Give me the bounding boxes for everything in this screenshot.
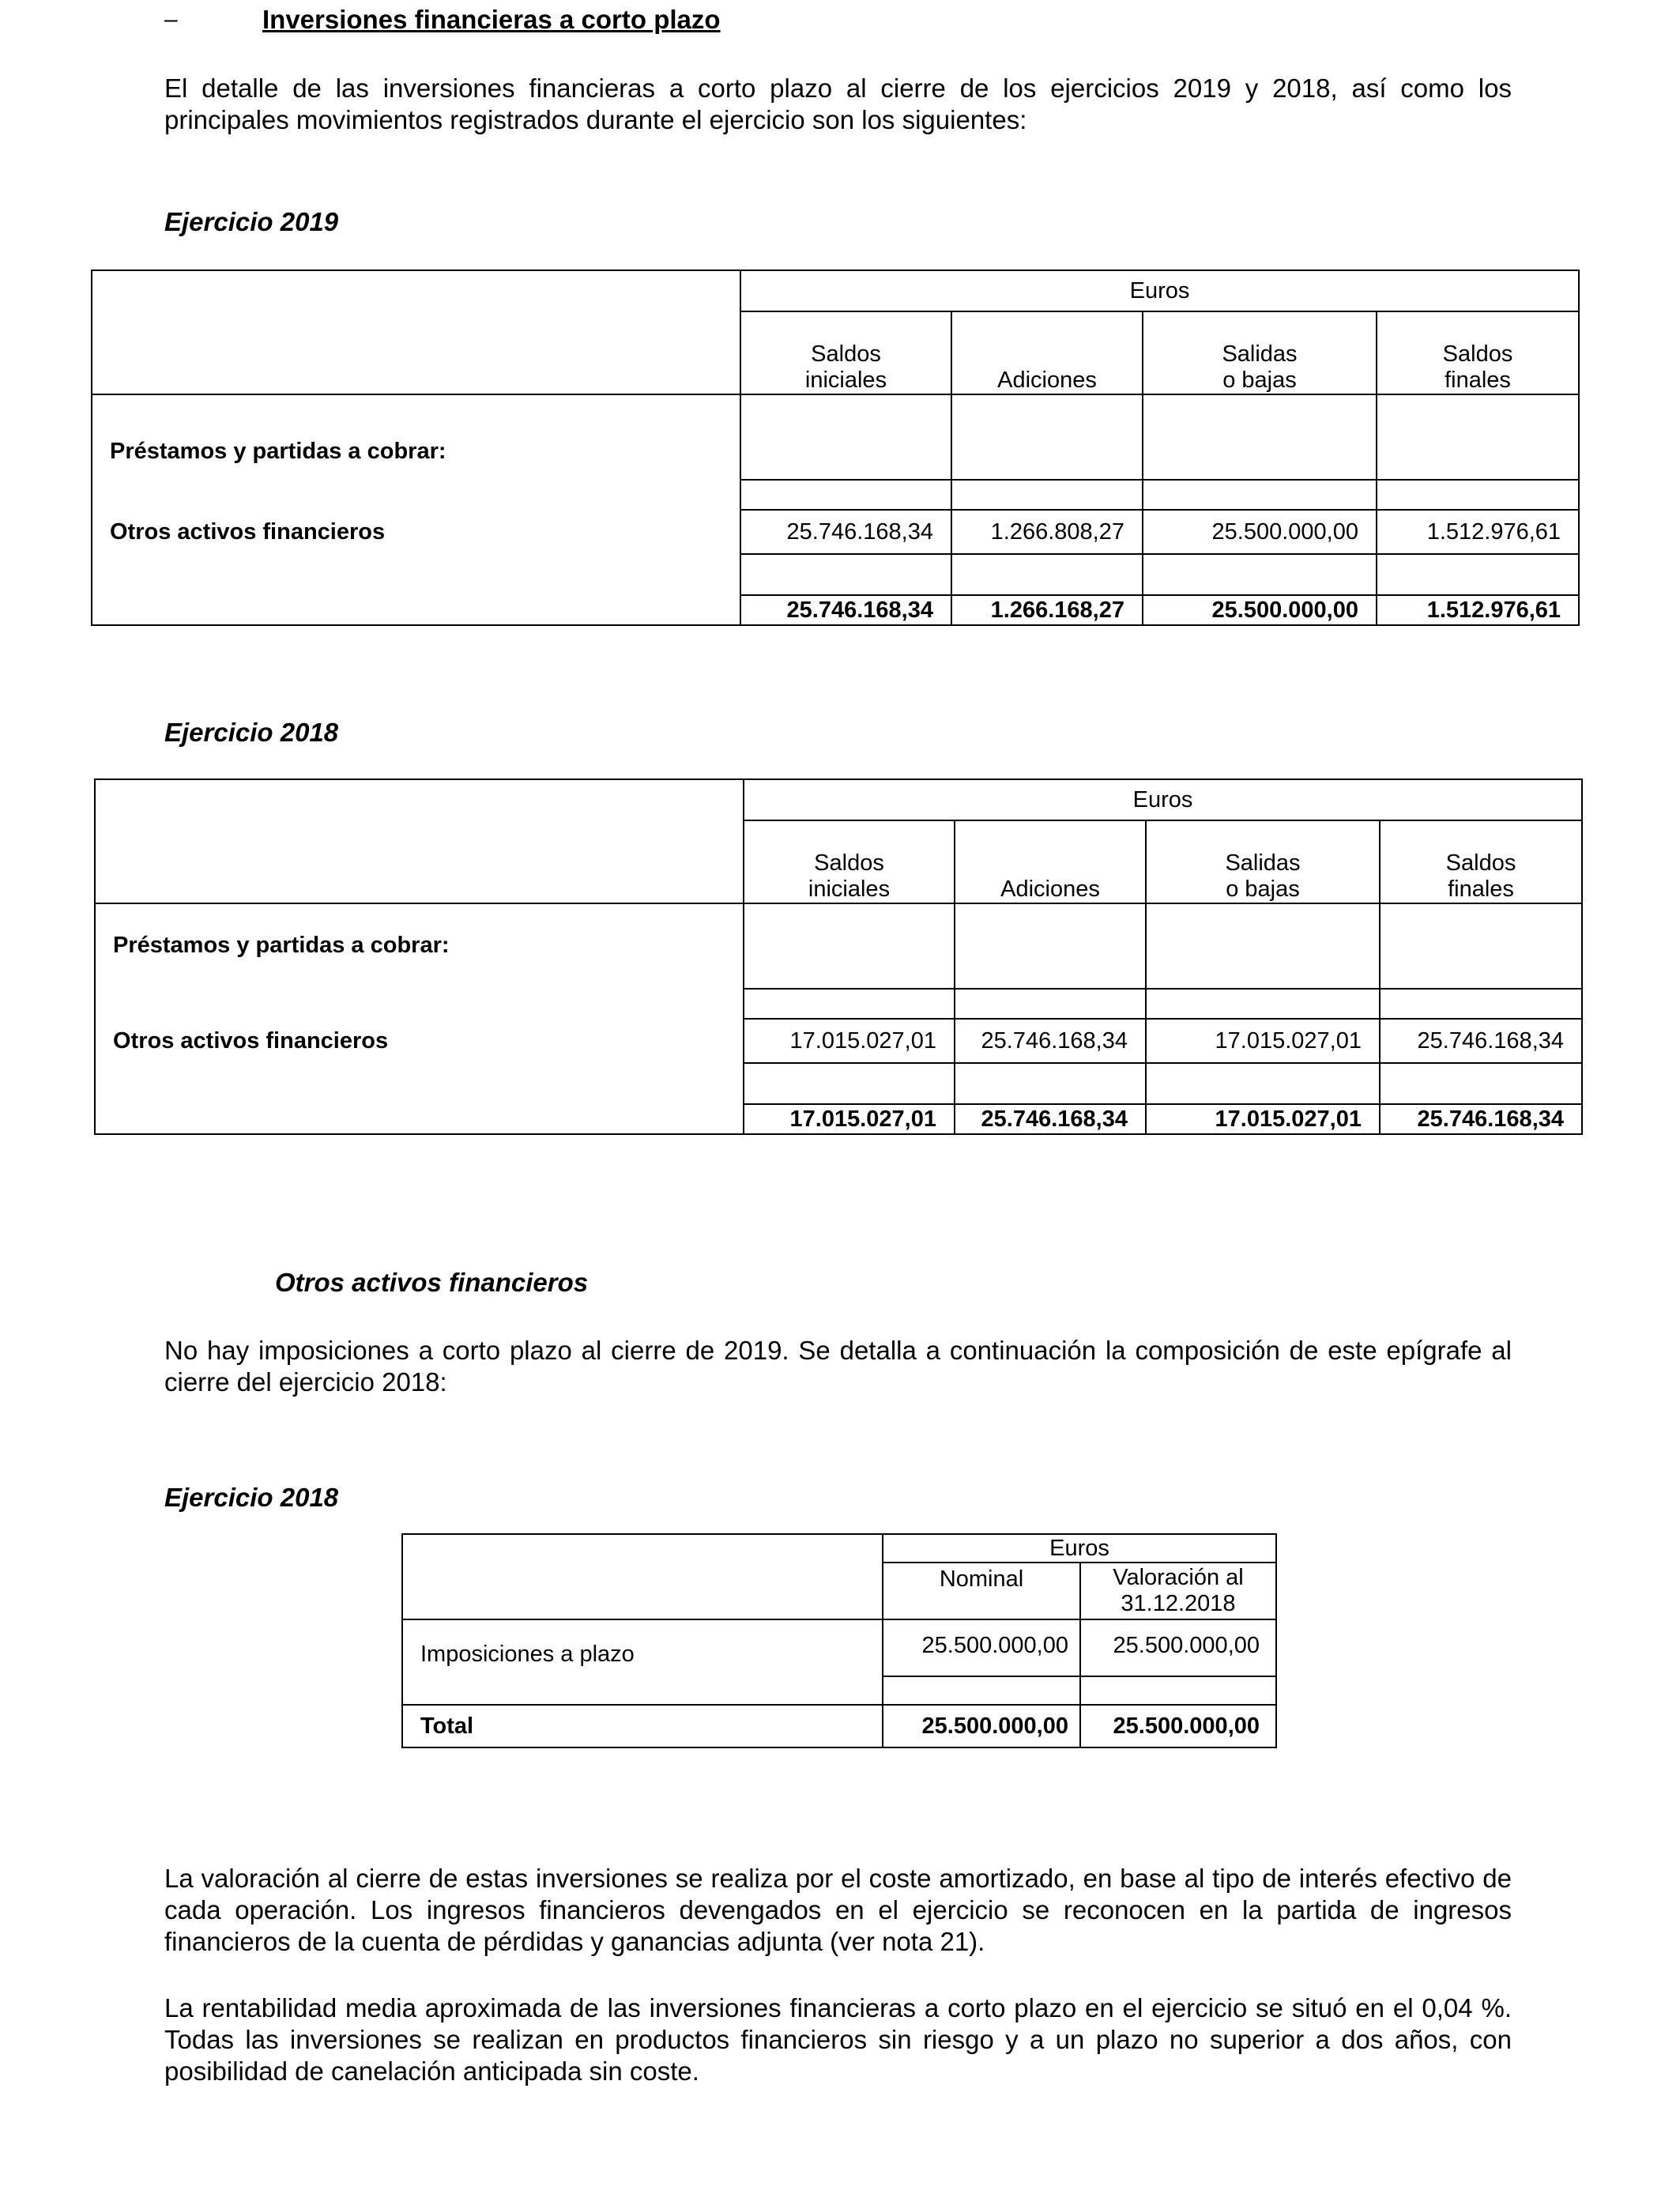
- cell-value: 25.500.000,00: [1080, 1619, 1276, 1676]
- closing-paragraph-1: La valoración al cierre de estas inversiones se realiza por el coste amortizado, en base al tipo de interés efectivo de cada operación. Los ingresos financieros devengados en el ejercicio se reconocen en la partida de ingresos financieros de la cuenta de pérdidas y ganancias adjunta (ver nota 21).: [164, 1864, 1512, 1956]
- col-header-adiciones: Adiciones: [951, 311, 1143, 394]
- cell-value: 17.015.027,01: [744, 1019, 955, 1063]
- euros-header: Euros: [740, 270, 1579, 311]
- total-value: 17.015.027,01: [1146, 1104, 1380, 1134]
- group-label: Préstamos y partidas a cobrar:: [92, 394, 740, 480]
- row-label: Otros activos financieros: [95, 1019, 744, 1063]
- header-blank: [95, 779, 744, 903]
- col-header-saldos-iniciales: Saldos iniciales: [740, 311, 951, 394]
- table-imposiciones: [401, 1533, 1277, 1748]
- cell-value: 25.500.000,00: [1143, 510, 1377, 554]
- total-value: 1.266.168,27: [951, 595, 1143, 625]
- euros-header: Euros: [883, 1534, 1276, 1563]
- header-blank: [92, 270, 740, 394]
- total-value: 25.746.168,34: [1380, 1104, 1582, 1134]
- total-value: 1.512.976,61: [1377, 595, 1579, 625]
- cell-value: 25.746.168,34: [1380, 1019, 1582, 1063]
- total-value: 25.746.168,34: [740, 595, 951, 625]
- col-header-adiciones: Adiciones: [955, 820, 1146, 903]
- total-value: 25.500.000,00: [883, 1705, 1080, 1747]
- col-header-saldos-iniciales: Saldos iniciales: [744, 820, 955, 903]
- cell-value: 25.746.168,34: [740, 510, 951, 554]
- row-label: Otros activos financieros: [92, 510, 740, 554]
- col-header-valoracion: Valoración al 31.12.2018: [1080, 1563, 1276, 1619]
- intro-paragraph: El detalle de las inversiones financieras a corto plazo al cierre de los ejercicios 2019 y 2018, así como los principales movimientos registrados durante el ejercicio son los siguientes:: [164, 74, 1512, 134]
- otros-paragraph: No hay imposiciones a corto plazo al cierre de 2019. Se detalla a continuación la composición de este epígrafe al cierre del ejercicio 2018:: [164, 1336, 1512, 1397]
- list-dash: –: [164, 6, 178, 32]
- table-2018-label: Ejercicio 2018: [164, 718, 339, 747]
- col-header-salidas: Salidas o bajas: [1143, 311, 1377, 394]
- total-value: 25.500.000,00: [1143, 595, 1377, 625]
- table-impos-label: Ejercicio 2018: [164, 1483, 339, 1512]
- cell-value: 1.266.808,27: [951, 510, 1143, 554]
- col-header-saldos-finales: Saldos finales: [1377, 311, 1579, 394]
- col-header-salidas: Salidas o bajas: [1146, 820, 1380, 903]
- cell-value: 1.512.976,61: [1377, 510, 1579, 554]
- euros-header: Euros: [744, 779, 1582, 820]
- cell-value: 25.500.000,00: [883, 1619, 1080, 1676]
- table-2019-label: Ejercicio 2019: [164, 207, 339, 236]
- section-title: Inversiones financieras a corto plazo: [262, 5, 721, 34]
- closing-paragraph-2: La rentabilidad media aproximada de las inversiones financieras a corto plazo en el ejercicio se situó en el 0,04 %. Todas las inversiones se realizan en productos financieros sin riesgo y a un plazo no superior a dos años, con posibilidad de canelación anticipada sin coste.: [164, 1993, 1512, 2086]
- otros-heading: Otros activos financieros: [275, 1268, 589, 1297]
- col-header-saldos-finales: Saldos finales: [1380, 820, 1582, 903]
- cell-value: 25.746.168,34: [955, 1019, 1146, 1063]
- row-label: Imposiciones a plazo: [402, 1619, 883, 1676]
- table-2019: [91, 270, 1580, 626]
- table-2018: [94, 778, 1583, 1135]
- total-value: 25.500.000,00: [1080, 1705, 1276, 1747]
- total-value: 17.015.027,01: [744, 1104, 955, 1134]
- header-blank: [402, 1534, 883, 1619]
- total-value: 25.746.168,34: [955, 1104, 1146, 1134]
- group-label: Préstamos y partidas a cobrar:: [95, 903, 744, 989]
- cell-value: 17.015.027,01: [1146, 1019, 1380, 1063]
- total-label: Total: [402, 1705, 883, 1747]
- col-header-nominal: Nominal: [883, 1563, 1080, 1619]
